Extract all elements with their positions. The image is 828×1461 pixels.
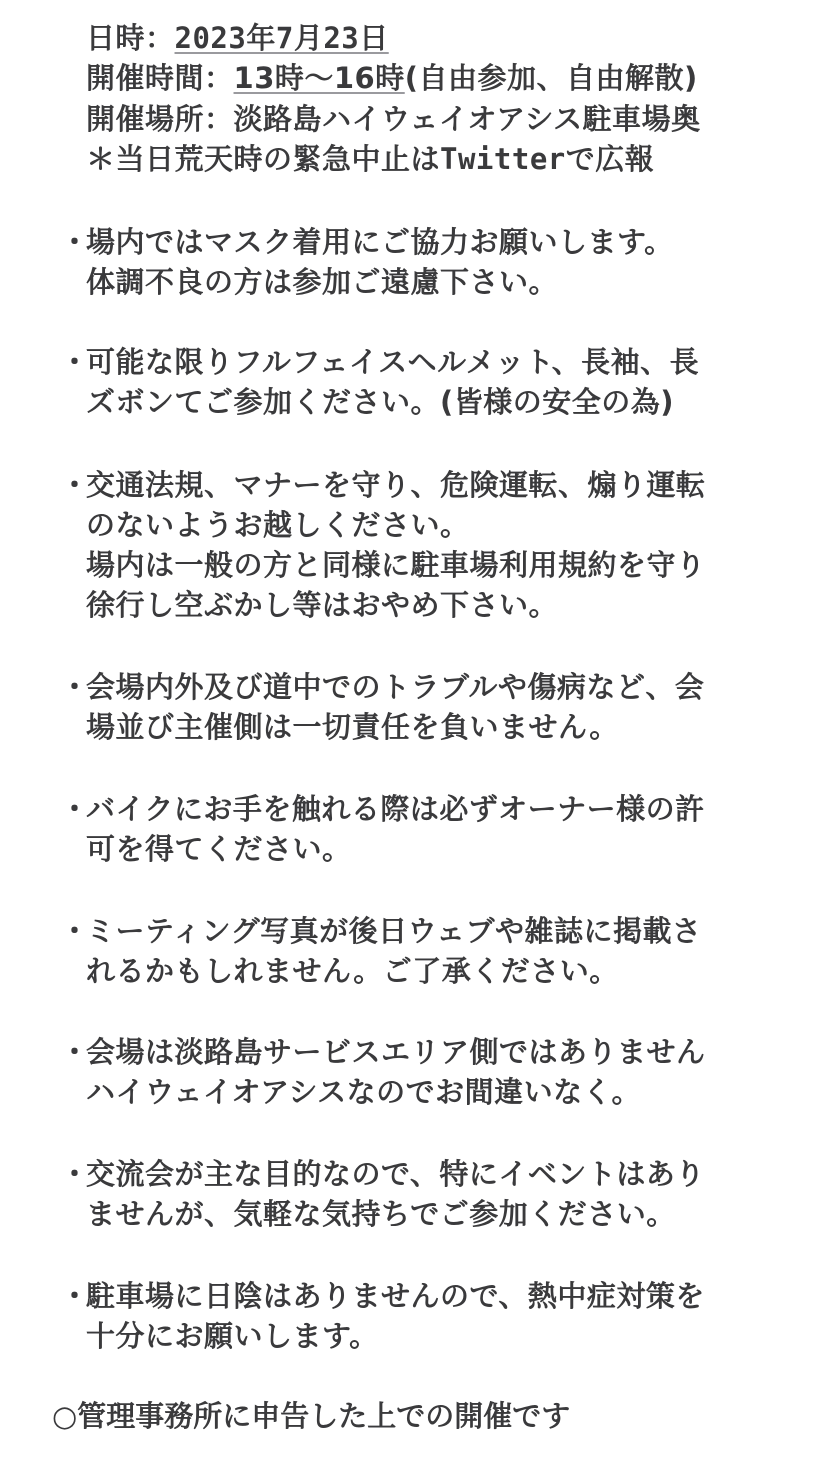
bullet-5-line-1: バイクにお手を触れる際は必ずオーナー様の許 — [86, 792, 705, 826]
weather-line — [86, 139, 654, 179]
bullet-mark: ・ — [60, 1157, 90, 1191]
bullet-1-line-1: 場内ではマスク着用にご協力お願いします。 — [86, 225, 674, 259]
bullet-2-line-2: ズボンてご参加ください。(皆様の安全の為) — [86, 385, 675, 419]
bullet-mark: ・ — [60, 1279, 90, 1313]
bullet-mark: ・ — [60, 792, 90, 826]
bullet-2-line-1: 可能な限りフルフェイスヘルメット、長袖、長 — [86, 345, 700, 379]
bullet-mark: ・ — [60, 225, 90, 259]
bullet-mark: ・ — [60, 345, 90, 379]
time-label: 開催時間： — [86, 61, 234, 95]
date-value[interactable]: 2023年7月23日 — [174, 21, 389, 55]
bullet-5-line-2: 可を得てください。 — [86, 832, 352, 866]
date-line — [86, 18, 389, 58]
weather-twitter: Twitter — [440, 142, 566, 176]
bullet-3-line-4: 徐行し空ぶかし等はおやめ下さい。 — [86, 588, 559, 622]
bullet-6-line-2: れるかもしれません。ご了承ください。 — [86, 954, 619, 988]
bullet-mark: ・ — [60, 468, 90, 502]
bullet-9-line-2: 十分にお願いします。 — [86, 1319, 379, 1353]
footer-note: ○管理事務所に申告した上での開催です — [52, 1399, 571, 1433]
bullet-7-line-1: 会場は淡路島サービスエリア側ではありません — [86, 1035, 706, 1069]
time-note: (自由参加、自由解散) — [404, 61, 698, 95]
bullet-9-line-1: 駐車場に日陰はありませんので、熱中症対策を — [86, 1279, 705, 1313]
venue-value: 淡路島ハイウェイオアシス駐車場奥 — [233, 102, 701, 136]
bullet-6-text: ミーティング写真が後日ウェブや雑誌に掲載さ — [86, 914, 702, 948]
bullet-8-line-1: 交流会が主な目的なので、特にイベントはあり — [86, 1157, 705, 1191]
weather-prefix: ＊当日荒天時の緊急中止は — [86, 142, 441, 176]
date-label: 日時： — [86, 21, 175, 55]
bullet-mark: ・ — [60, 914, 90, 948]
bullet-7-line-2: ハイウェイオアシスなのでお間違いなく。 — [86, 1075, 641, 1109]
bullet-3-line-1: 交通法規、マナーを守り、危険運転、煽り運転 — [86, 468, 706, 502]
venue-line — [86, 99, 701, 139]
bullet-1-line-2: 体調不良の方は参加ご遠慮下さい。 — [86, 265, 559, 299]
time-line — [86, 58, 698, 98]
bullet-6-line-1 — [86, 911, 701, 951]
venue-label: 開催場所： — [86, 102, 234, 136]
bullet-mark: ・ — [60, 1035, 90, 1069]
bullet-mark: ・ — [60, 670, 90, 704]
bullet-3-line-2: のないようお越しください。 — [86, 508, 470, 542]
bullet-3-line-3: 場内は一般の方と同様に駐車場利用規約を守り — [86, 548, 706, 582]
time-value[interactable]: 13時〜16時 — [233, 61, 405, 95]
bullet-4-line-1: 会場内外及び道中でのトラブルや傷病など、会 — [86, 670, 705, 704]
bullet-8-line-2: ませんが、気軽な気持ちでご参加ください。 — [86, 1197, 676, 1231]
bullet-4-line-2: 場並び主催側は一切責任を負いません。 — [86, 710, 619, 744]
weather-suffix: で広報 — [565, 142, 655, 176]
